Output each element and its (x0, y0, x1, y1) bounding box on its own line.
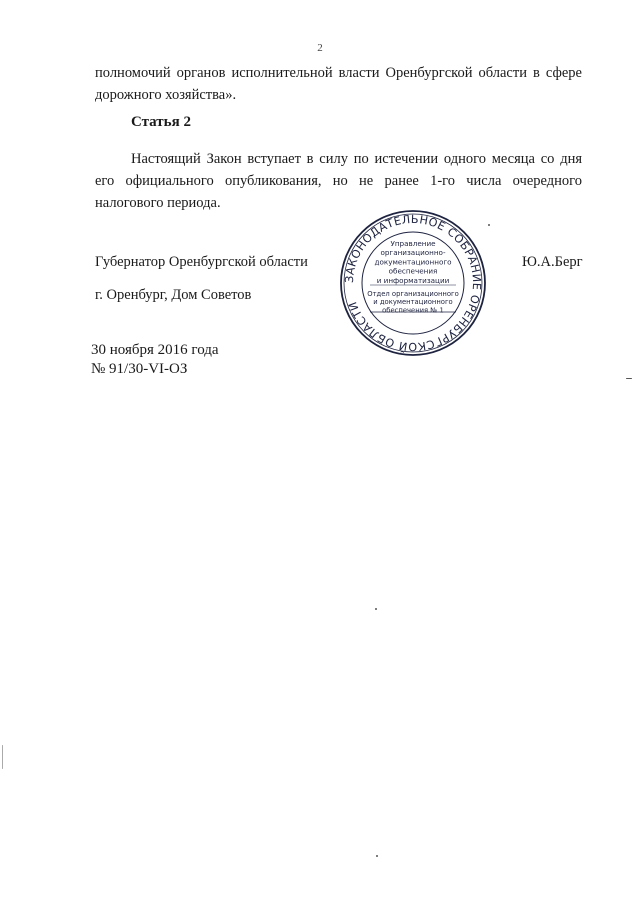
seal-inner-lines (374, 239, 451, 285)
seal-outer-text: ЗАКОНОДАТЕЛЬНОЕ СОБРАНИЕ ОРЕНБУРГСКОЙ ОБЛАСТИ (342, 212, 484, 354)
seal-inner-line-2: документационного (374, 257, 452, 267)
scan-speck (626, 378, 632, 379)
scan-edge-mark (2, 745, 3, 769)
scan-speck (488, 224, 490, 226)
seal-department-line-0: Отдел организационного (367, 290, 459, 298)
law-date-block (91, 341, 219, 379)
signing-place: г. Оренбург, Дом Советов (95, 287, 252, 303)
signatory-title: Губернатор Оренбургской области (95, 254, 308, 270)
signatory-name: Ю.А.Берг (522, 254, 583, 270)
page-number: 2 (317, 42, 323, 54)
law-number: № 91/30-VI-ОЗ (91, 361, 188, 377)
seal-department-line-2: обеспечения № 1 (382, 306, 444, 315)
scan-speck (375, 608, 377, 610)
article-heading: Статья 2 (131, 114, 191, 130)
official-seal-stamp (338, 208, 488, 358)
seal-inner-line-3: обеспечения (388, 266, 438, 276)
seal-inner-line-0: Управление (390, 239, 436, 248)
seal-department-line-1: и документационного (373, 298, 453, 307)
seal-inner-line-4: и информатизации (376, 275, 450, 285)
seal-inner-line-1: организационно- (380, 248, 446, 258)
scan-speck (376, 855, 378, 857)
seal-department-lines (367, 290, 459, 314)
law-date: 30 ноября 2016 года (91, 342, 219, 358)
paragraph-continuation: полномочий органов исполнительной власти Оренбургской области в сфере дорожного хозяйства». (95, 65, 582, 103)
paragraph-effective-date: Настоящий Закон вступает в силу по истечении одного месяца со дня его официального опубликования, но не ранее 1-го числа очередного налогового периода. (95, 151, 582, 211)
